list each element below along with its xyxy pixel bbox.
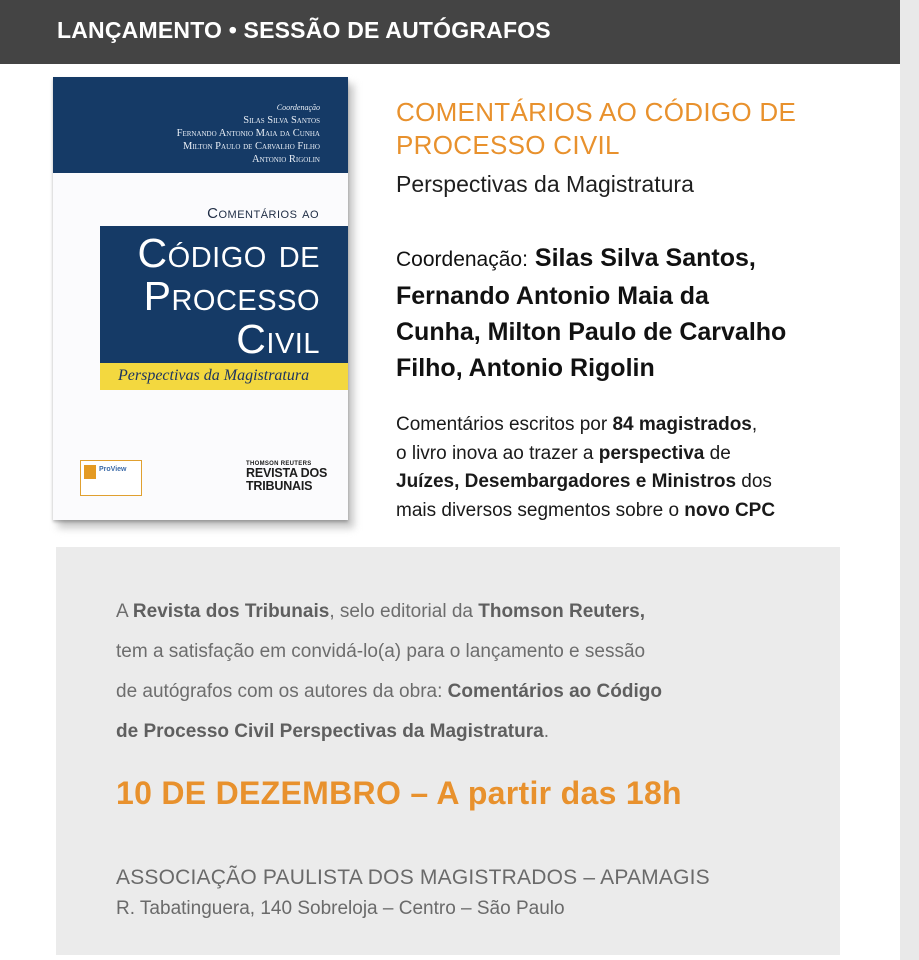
desc-highlight: Juízes, Desembargadores e Ministros: [396, 471, 737, 492]
coordinator-names: Fernando Antonio Maia da: [396, 282, 709, 310]
coordinator-names: Filho, Antonio Rigolin: [396, 354, 655, 382]
invitation-box: [56, 547, 840, 955]
page-edge: [900, 0, 919, 960]
invitation-text: [116, 592, 816, 752]
invite-highlight: Thomson Reuters,: [478, 601, 646, 622]
cover-author: Silas Silva Santos: [243, 115, 320, 126]
coordination-label: Coordenação:: [396, 248, 528, 271]
invite-highlight: Revista dos Tribunais: [132, 601, 330, 622]
invite-text: A: [116, 601, 133, 622]
invite-highlight: de Processo Civil Perspectivas da Magistratura: [116, 721, 544, 742]
event-date: 10 DE DEZEMBRO – A partir das 18h: [116, 775, 682, 811]
book-title: [396, 96, 836, 162]
invite-text: .: [543, 721, 549, 742]
invite-text: , selo editorial da: [329, 601, 479, 622]
coordinator-names: Cunha, Milton Paulo de Carvalho: [396, 318, 787, 346]
cover-authors: [177, 101, 320, 166]
cover-title: [138, 232, 320, 361]
cover-subtitle-band: [100, 363, 348, 390]
cover-title-line: Processo: [143, 273, 320, 319]
publisher-name-line: REVISTA DOS: [246, 466, 328, 480]
desc-text: de: [704, 442, 731, 464]
proview-logo: [80, 460, 142, 496]
cover-title-box: [100, 226, 348, 363]
coordinator-names: Silas Silva Santos,: [534, 244, 756, 272]
proview-icon: [84, 465, 96, 479]
desc-highlight: 84 magistrados: [612, 414, 752, 435]
book-cover-image: [53, 77, 348, 520]
event-address: R. Tabatinguera, 140 Sobreloja – Centro – São Paulo: [116, 898, 565, 919]
publisher-logo: [246, 461, 327, 493]
desc-highlight: perspectiva: [598, 442, 705, 464]
invite-text: tem a satisfação em convidá-lo(a) para o lançamento e sessão: [116, 641, 646, 662]
invite-highlight: Comentários ao Código: [447, 681, 662, 702]
desc-text: mais diversos segmentos sobre o: [396, 499, 685, 521]
header-title: LANÇAMENTO • SESSÃO DE AUTÓGRAFOS: [57, 17, 551, 43]
invite-text: de autógrafos com os autores da obra:: [116, 681, 448, 702]
cover-coord-label: Coordenação: [276, 103, 320, 112]
publisher-name-line: TRIBUNAIS: [246, 479, 313, 493]
cover-subtitle: Perspectivas da Magistratura: [118, 367, 310, 384]
desc-highlight: novo CPC: [684, 499, 776, 521]
book-description: [396, 411, 856, 525]
proview-logo-text: ProView: [99, 466, 127, 473]
event-venue: ASSOCIAÇÃO PAULISTA DOS MAGISTRADOS – APAMAGIS: [116, 866, 710, 889]
coordination-block: [396, 240, 856, 386]
cover-title-line: Código de: [137, 230, 320, 276]
cover-comentarios-ao: Comentários ao: [207, 205, 319, 222]
cover-author: Antonio Rigolin: [251, 154, 320, 165]
cover-title-line: Civil: [236, 316, 320, 362]
publisher-parent: THOMSON REUTERS: [246, 461, 312, 467]
desc-text: Comentários escritos por: [396, 414, 613, 435]
desc-text: dos: [736, 471, 772, 492]
desc-text: ,: [751, 414, 758, 435]
cover-top-band: [53, 77, 348, 173]
book-title-line: COMENTÁRIOS AO CÓDIGO DE: [396, 97, 797, 127]
header-bar: [0, 0, 900, 64]
desc-text: o livro inova ao trazer a: [396, 442, 599, 464]
cover-author: Fernando Antonio Maia da Cunha: [176, 128, 320, 139]
cover-author: Milton Paulo de Carvalho Filho: [183, 141, 320, 152]
book-title-line: PROCESSO CIVIL: [396, 130, 620, 160]
book-subtitle: Perspectivas da Magistratura: [396, 171, 694, 197]
